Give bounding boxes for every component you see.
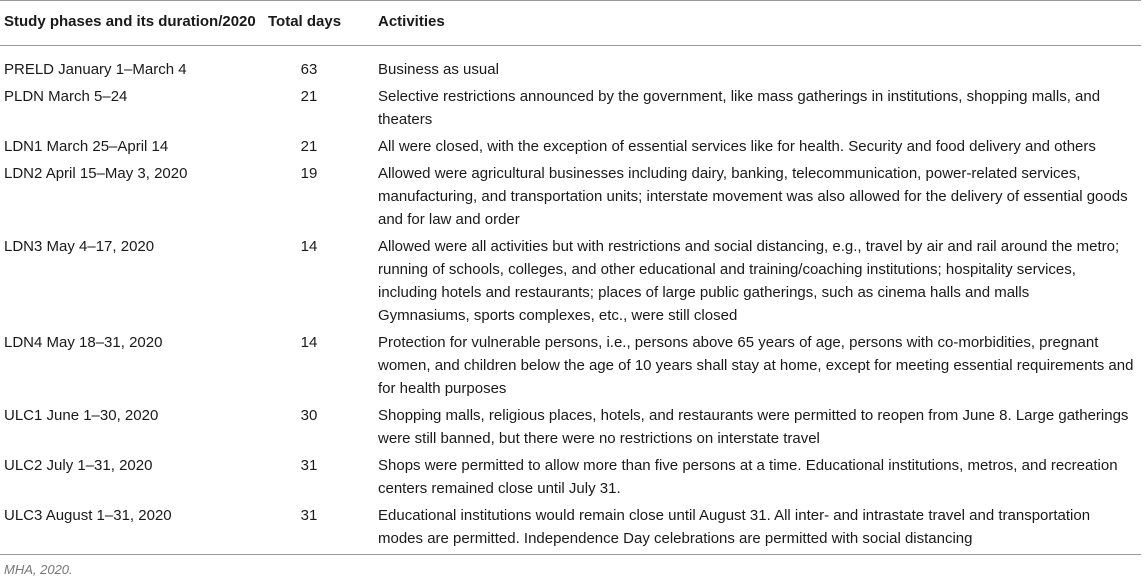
phase-cell: LDN3 May 4–17, 2020: [4, 238, 155, 255]
phase-cell: ULC1 June 1–30, 2020: [4, 407, 159, 424]
phase-cell: LDN1 March 25–April 14: [4, 138, 169, 155]
activities-cell: [374, 231, 1141, 327]
days-cell: 21: [300, 138, 318, 155]
phase-cell: PLDN March 5–24: [4, 88, 128, 105]
table-row: [0, 500, 1141, 555]
table-footnote: MHA, 2020.: [4, 562, 73, 577]
activities-cell: All were closed, with the exception of essential services like for health. Security and food delivery and others: [378, 138, 1096, 155]
days-cell: 30: [300, 407, 318, 424]
table-header: [0, 1, 1141, 46]
table-row: [0, 131, 1141, 158]
activities-cell: Shopping malls, religious places, hotels, and restaurants were permitted to reopen from June 8. Large gatherings were still banned, but there were no restrictions on interstate travel: [378, 407, 1129, 447]
days-cell: 31: [300, 507, 318, 524]
activities-cell: Selective restrictions announced by the government, like mass gatherings in institutions, shopping malls, and theaters: [378, 88, 1101, 128]
phase-cell: LDN4 May 18–31, 2020: [4, 334, 163, 351]
activities-cell: Business as usual: [378, 61, 499, 78]
table-row: [0, 400, 1141, 450]
phase-cell: PRELD January 1–March 4: [4, 61, 187, 78]
phase-cell: ULC2 July 1–31, 2020: [4, 457, 153, 474]
table-row: [0, 158, 1141, 231]
table-body: [0, 46, 1141, 555]
table-row: [0, 231, 1141, 327]
phase-cell: ULC3 August 1–31, 2020: [4, 507, 172, 524]
activities-text-extra: Gymnasiums, sports complexes, etc., were still closed: [378, 307, 738, 324]
activities-cell: Shops were permitted to allow more than five persons at a time. Educational institutions, metros, and recreation centers remained close until July 31.: [378, 457, 1118, 497]
activities-cell: Protection for vulnerable persons, i.e., persons above 65 years of age, persons with co-morbidities, pregnant women, and children below the age of 10 years shall stay at home, except for meeting essential requirements and for health purposes: [378, 334, 1134, 397]
days-cell: 14: [300, 238, 318, 255]
table-row: [0, 81, 1141, 131]
activities-cell: Allowed were agricultural businesses including dairy, banking, telecommunication, power-related services, manufacturing, and transportation units; interstate movement was also allowed for the delivery of essential goods and for law and order: [378, 165, 1128, 228]
header-phase: Study phases and its duration/2020: [4, 13, 256, 30]
activities-cell: Educational institutions would remain close until August 31. All inter- and intrastate travel and transportation modes are permitted. Independence Day celebrations are permitted with social distancing: [378, 507, 1091, 547]
table-row: [0, 327, 1141, 400]
table-row: [0, 450, 1141, 500]
table-row: [0, 46, 1141, 82]
days-cell: 19: [300, 165, 318, 182]
days-cell: 31: [300, 457, 318, 474]
header-activities: Activities: [378, 13, 445, 30]
activities-text: Allowed were all activities but with restrictions and social distancing, e.g., travel by air and rail around the metro; running of schools, colleges, and other educational and training/coaching institutions; hospitality services, including hotels and restaurants; places of large public gatherings, such as cinema halls and malls: [378, 238, 1120, 301]
days-cell: 14: [300, 334, 318, 351]
days-cell: 21: [300, 88, 318, 105]
days-cell: 63: [300, 61, 318, 78]
phase-cell: LDN2 April 15–May 3, 2020: [4, 165, 188, 182]
header-row: [0, 1, 1141, 46]
header-total-days: Total days: [268, 13, 342, 30]
